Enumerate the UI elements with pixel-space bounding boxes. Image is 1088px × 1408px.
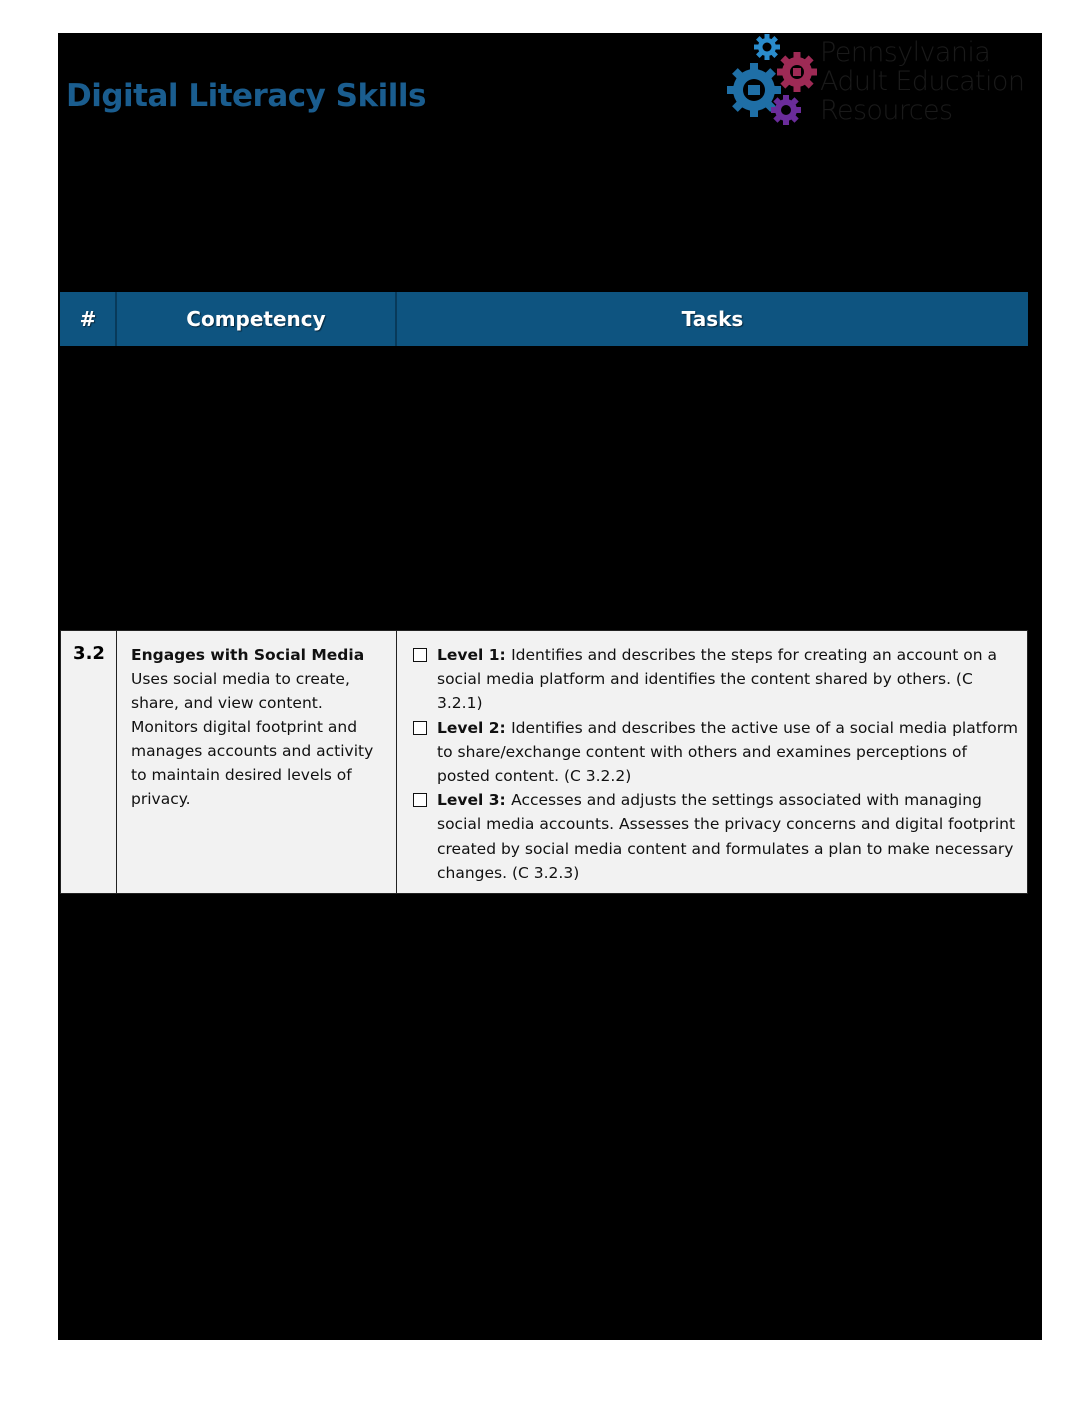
logo-line: Pennsylvania (820, 37, 991, 68)
competency-description: Uses social media to create, share, and view content. Monitors digital footprint and manages accounts and activity to maintain desired levels of privacy. (131, 670, 374, 808)
logo-text (820, 38, 1024, 125)
task-text: Identifies and describes the steps for creating an account on a social media platform and identifies the content shared by others. (C 3.2.1) (437, 646, 998, 713)
column-header-competency: Competency (186, 307, 326, 331)
logo-line: Adult Education (820, 66, 1025, 97)
task-level-label: Level 3: (437, 791, 512, 810)
table-header (60, 292, 1028, 346)
gears-icon (724, 34, 820, 130)
task-item-level-2 (413, 716, 1023, 789)
competency-number: 3.2 (73, 643, 105, 664)
task-text: Identifies and describes the active use of a social media platform to share/exchange content with others and examines perceptions of posted content. (C 3.2.2) (437, 718, 1018, 786)
column-header-number: # (79, 307, 97, 331)
task-level-label: Level 2: (437, 718, 512, 737)
table-row (60, 630, 1028, 894)
logo-line: Resources (820, 95, 953, 126)
cell-divider (116, 631, 117, 893)
task-text: Accesses and adjusts the settings associated with managing social media accounts. Assesses the privacy concerns and digital footprint created by social media content and formulates a plan to make necessary changes. (C 3.2.3) (437, 791, 1016, 882)
task-checkbox[interactable] (413, 793, 427, 807)
cell-divider (396, 631, 397, 893)
task-item-level-1 (413, 643, 1023, 716)
competency-title: Engages with Social Media (131, 646, 365, 664)
task-item-level-3 (413, 788, 1023, 885)
logo (724, 34, 1036, 130)
column-header-tasks: Tasks (681, 307, 744, 331)
task-checkbox[interactable] (413, 721, 427, 735)
page-title: Digital Literacy Skills (66, 78, 426, 114)
task-checkbox[interactable] (413, 648, 427, 662)
tasks-cell (413, 643, 1023, 885)
task-level-label: Level 1: (437, 646, 512, 664)
competency-cell (131, 643, 391, 811)
